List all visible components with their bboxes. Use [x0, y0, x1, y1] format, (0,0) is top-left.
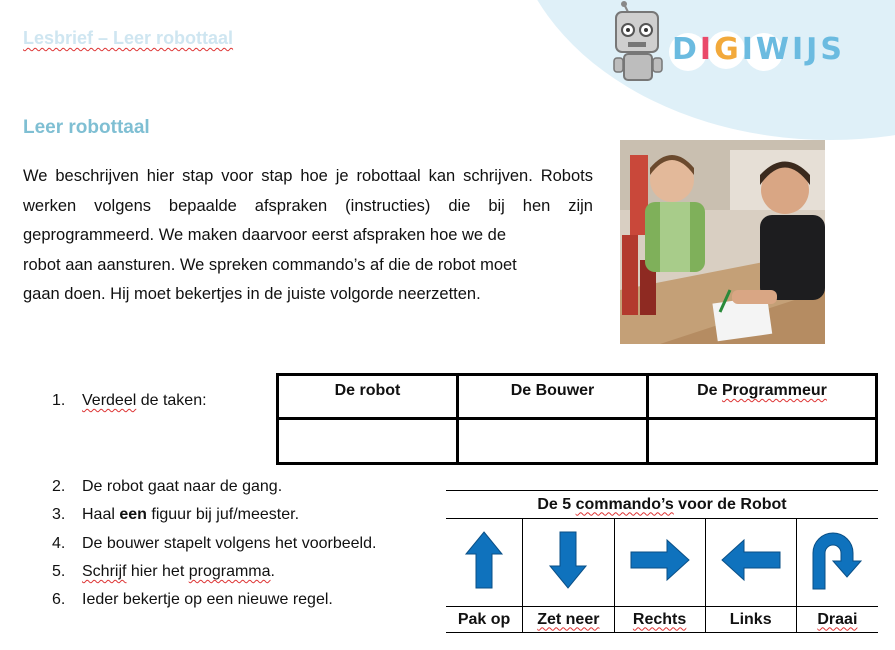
arrow-down-icon: [548, 530, 588, 590]
logo-letter: I: [699, 32, 715, 67]
u-turn-arrow-icon: [809, 529, 865, 591]
step-text: Verdeel de taken:: [82, 392, 207, 409]
step-text: Haal een figuur bij juf/meester.: [82, 506, 300, 523]
intro-line: werken volgens bepaalde afspraken (instructies) die bij hen zijn: [23, 196, 593, 215]
commands-table-title: De 5 commando’s voor de Robot: [446, 491, 878, 519]
step-4: 4. De bouwer stapelt volgens het voorbeeld.: [52, 535, 377, 552]
intro-line: gaan doen. Hij moet bekertjes in de juiste volgorde neerzetten.: [23, 285, 481, 303]
intro-line: robot aan aansturen. We spreken commando’s af die de robot moet: [23, 255, 517, 274]
command-label-links: Links: [705, 607, 796, 633]
children-photo: [620, 140, 825, 344]
section-title: Leer robottaal: [23, 117, 150, 138]
role-cell-programmer[interactable]: [648, 419, 877, 464]
arrow-up-icon: [464, 530, 504, 590]
step-1: 1. Verdeel de taken:: [52, 392, 207, 409]
intro-line: We beschrijven hier stap voor stap hoe je robottaal kan schrijven. Robots: [23, 167, 593, 185]
logo-letter: I: [791, 32, 807, 67]
logo-letter: W: [755, 32, 792, 67]
command-icon-cell: [523, 519, 614, 607]
role-cell-builder[interactable]: [458, 419, 648, 464]
role-header-builder: De Bouwer: [458, 375, 648, 419]
step-5: 5. Schrijf hier het programma.: [52, 563, 275, 580]
commands-table: [446, 490, 878, 633]
logo-letter: J: [806, 32, 821, 67]
document-header-title: Lesbrief – Leer robottaal: [23, 28, 234, 48]
step-text: Schrijf hier het programma.: [82, 563, 275, 580]
roles-table: [276, 373, 878, 465]
logo-letter: S: [820, 32, 845, 67]
logo-letter: D: [672, 32, 700, 67]
step-2: 2. De robot gaat naar de gang.: [52, 478, 283, 495]
step-text: De robot gaat naar de gang.: [82, 478, 283, 495]
command-label-rechts: Rechts: [614, 607, 705, 633]
digiwijs-logo: [610, 0, 880, 90]
arrow-left-icon: [720, 538, 782, 582]
command-label-zet-neer: Zet neer: [523, 607, 614, 633]
command-icon-cell: [796, 519, 878, 607]
role-header-robot: De robot: [278, 375, 458, 419]
step-6: 6. Ieder bekertje op een nieuwe regel.: [52, 591, 333, 608]
arrow-right-icon: [629, 538, 691, 582]
command-icon-cell: [705, 519, 796, 607]
intro-paragraph: [23, 162, 593, 310]
command-icon-cell: [614, 519, 705, 607]
step-3: 3. Haal een figuur bij juf/meester.: [52, 506, 300, 523]
step-text: Ieder bekertje op een nieuwe regel.: [82, 591, 333, 608]
logo-letter: I: [741, 32, 756, 67]
intro-line: geprogrammeerd. We maken daarvoor eerst afspraken hoe we de: [23, 226, 507, 244]
role-header-programmer: De Programmeur: [648, 375, 877, 419]
logo-letter: G: [714, 32, 742, 67]
command-label-draai: Draai: [796, 607, 878, 633]
command-icon-cell: [446, 519, 523, 607]
logo-wordmark: [672, 32, 845, 67]
command-label-pak-op: Pak op: [446, 607, 523, 633]
step-text: De bouwer stapelt volgens het voorbeeld.: [82, 535, 377, 552]
role-cell-robot[interactable]: [278, 419, 458, 464]
